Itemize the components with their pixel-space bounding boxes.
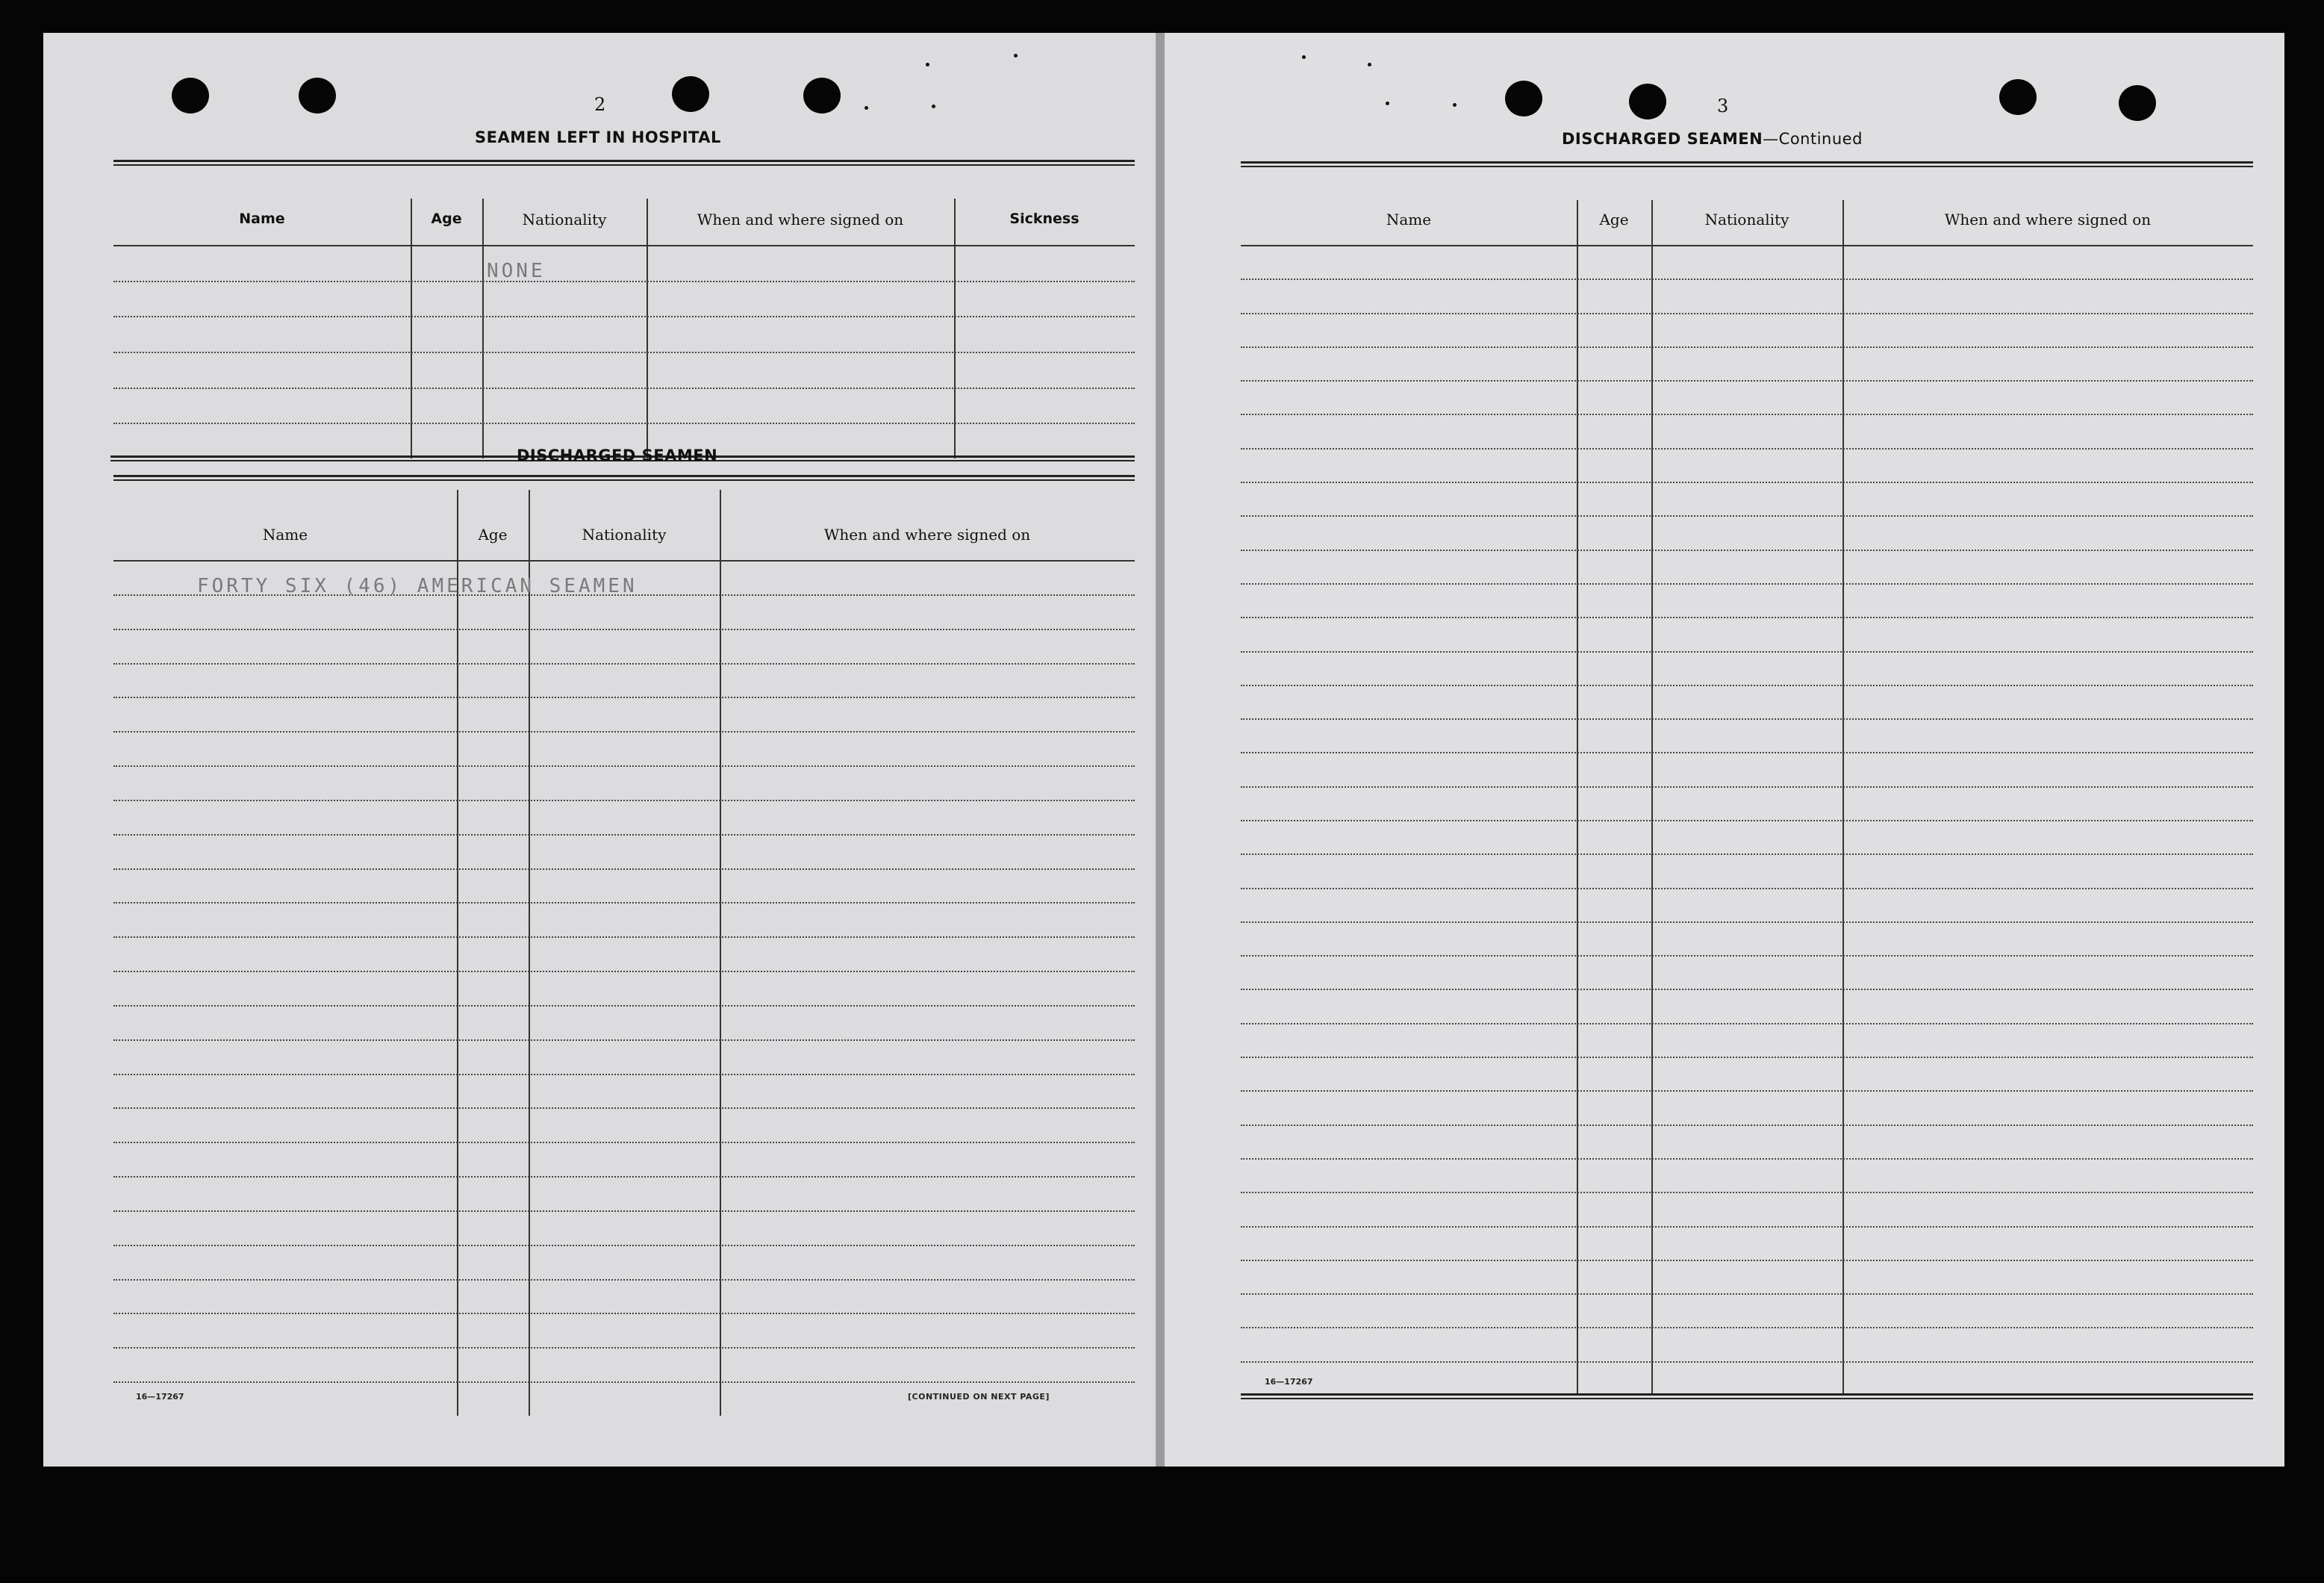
row-line <box>1241 279 2253 280</box>
row-line <box>113 1279 1135 1281</box>
punch-hole <box>1629 84 1666 119</box>
punch-hole <box>2119 85 2156 121</box>
row-line <box>1241 1125 2253 1126</box>
column-header-signed-on: When and where signed on <box>697 211 904 228</box>
row-line <box>1241 820 2253 821</box>
row-line <box>113 868 1135 870</box>
row-line <box>1241 1226 2253 1228</box>
row-line <box>1241 989 2253 990</box>
row-line <box>113 765 1135 767</box>
discharged-rows <box>113 560 1135 1416</box>
left-page <box>43 33 1156 1467</box>
row-line <box>1241 1361 2253 1363</box>
punch-hole <box>803 78 841 113</box>
row-line <box>113 902 1135 904</box>
page-number: 2 <box>594 94 606 115</box>
discharged-entry: FORTY SIX (46) AMERICAN SEAMEN <box>197 575 638 597</box>
row-line <box>113 629 1135 630</box>
right-page <box>1165 33 2284 1467</box>
row-line <box>1241 550 2253 551</box>
row-line <box>1241 1158 2253 1160</box>
punch-hole <box>299 78 336 113</box>
row-line <box>1241 1260 2253 1261</box>
row-line <box>113 1039 1135 1041</box>
punch-hole <box>172 78 209 113</box>
row-line <box>1241 1327 2253 1328</box>
row-line <box>113 1176 1135 1178</box>
column-header-nationality: Nationality <box>1704 211 1789 228</box>
row-line <box>1241 1090 2253 1092</box>
column-header-age: Age <box>431 211 462 227</box>
column-header-signed-on: When and where signed on <box>823 526 1031 544</box>
discharged-section-title: DISCHARGED SEAMEN <box>517 447 718 464</box>
row-line <box>1241 853 2253 855</box>
row-line <box>113 388 1135 389</box>
row-line <box>1241 380 2253 382</box>
page-gutter <box>1156 33 1165 1467</box>
row-line <box>113 800 1135 801</box>
column-header-signed-on: When and where signed on <box>1944 211 2152 228</box>
row-line <box>1241 482 2253 483</box>
row-line <box>113 834 1135 836</box>
row-line <box>1241 718 2253 720</box>
row-line <box>1241 685 2253 686</box>
row-line <box>113 316 1135 317</box>
row-line <box>113 1005 1135 1007</box>
row-line <box>113 1313 1135 1314</box>
row-line <box>113 352 1135 353</box>
row-line <box>113 936 1135 938</box>
row-line <box>113 971 1135 972</box>
continued-note: [CONTINUED ON NEXT PAGE] <box>908 1392 1050 1402</box>
discharged-table <box>113 475 1135 1417</box>
row-line <box>113 1381 1135 1383</box>
row-line <box>1241 1023 2253 1024</box>
punch-hole <box>1505 81 1542 116</box>
column-header-age: Age <box>478 526 508 544</box>
punch-hole <box>1999 79 2037 115</box>
row-line <box>113 1210 1135 1212</box>
row-line <box>1241 583 2253 585</box>
column-header-age: Age <box>1599 211 1629 228</box>
row-line <box>113 1347 1135 1349</box>
row-line <box>1241 346 2253 348</box>
form-number: 16—17267 <box>136 1392 184 1402</box>
row-line <box>1241 515 2253 517</box>
row-line <box>113 731 1135 733</box>
hospital-table <box>113 160 1135 460</box>
row-line <box>1241 752 2253 753</box>
row-line <box>113 1142 1135 1143</box>
hospital-rows <box>113 245 1135 458</box>
form-number: 16—17267 <box>1265 1377 1313 1387</box>
row-line <box>1241 955 2253 957</box>
discharged-continued-table <box>1241 161 2253 1402</box>
hospital-section-title: SEAMEN LEFT IN HOSPITAL <box>475 128 721 146</box>
row-line <box>113 423 1135 424</box>
row-line <box>1241 1192 2253 1193</box>
column-header-name: Name <box>262 526 308 544</box>
column-header-nationality: Nationality <box>522 211 607 228</box>
row-line <box>1241 448 2253 450</box>
row-line <box>1241 414 2253 415</box>
row-line <box>1241 1057 2253 1058</box>
row-line <box>1241 1293 2253 1295</box>
hospital-entry: NONE <box>487 260 546 282</box>
row-line <box>1241 921 2253 923</box>
row-line <box>113 663 1135 665</box>
row-line <box>1241 786 2253 788</box>
column-header-nationality: Nationality <box>582 526 667 544</box>
row-line <box>1241 313 2253 314</box>
row-line <box>113 1245 1135 1246</box>
discharged-continued-title: DISCHARGED SEAMEN—Continued <box>1562 130 1863 148</box>
row-line <box>113 1074 1135 1075</box>
row-line <box>1241 888 2253 889</box>
row-line <box>113 1107 1135 1109</box>
row-line <box>1241 651 2253 653</box>
discharged-continued-rows <box>1241 245 2253 1395</box>
row-line <box>113 697 1135 698</box>
column-header-name: Name <box>239 211 285 227</box>
page-number: 3 <box>1717 96 1729 116</box>
column-header-sickness: Sickness <box>1009 211 1080 227</box>
punch-hole <box>672 76 709 112</box>
column-header-name: Name <box>1386 211 1432 228</box>
row-line <box>1241 617 2253 618</box>
row-line <box>113 281 1135 282</box>
